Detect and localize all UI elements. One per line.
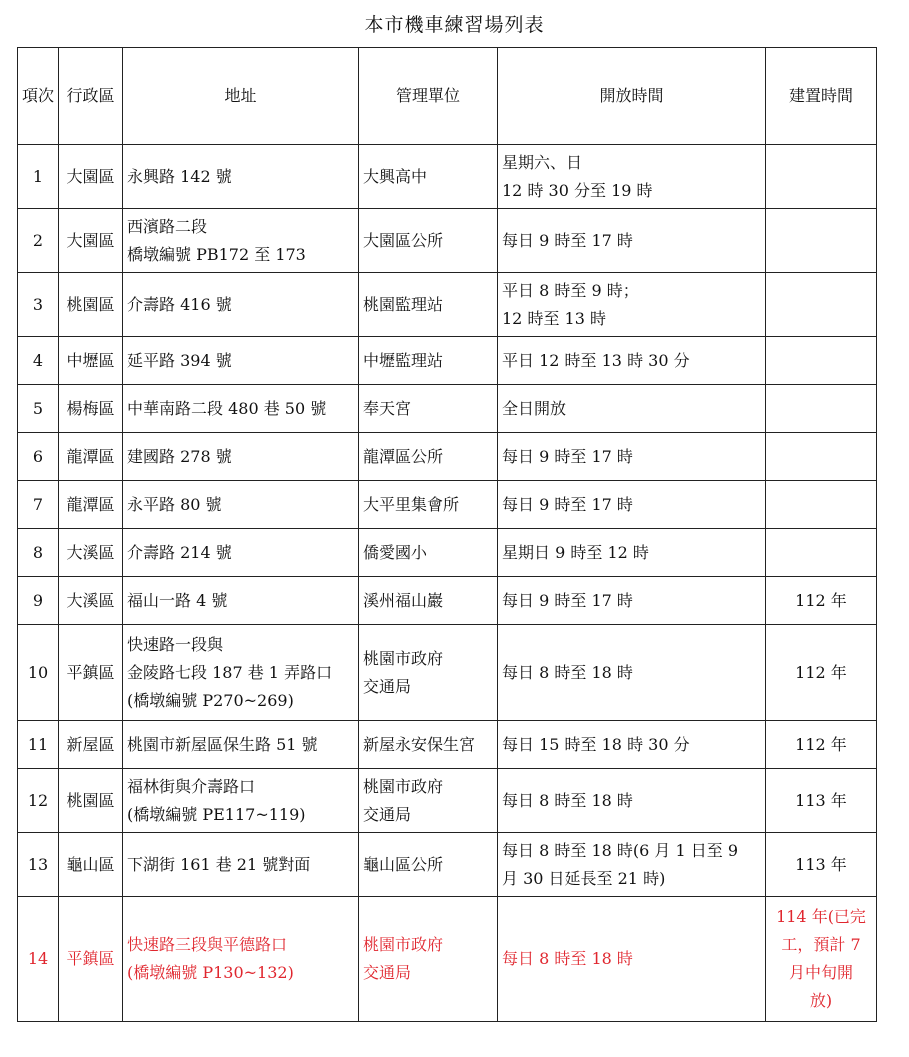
cell-built-line: 114 年(已完	[776, 907, 866, 926]
cell-hours-line: 12 時 30 分至 19 時	[502, 180, 653, 200]
cell-hours	[498, 625, 766, 721]
cell-hours-line: 全日開放	[502, 398, 567, 418]
cell-built-line: 113 年	[795, 854, 847, 874]
cell-hours-line: 月 30 日延長至 21 時)	[502, 868, 666, 888]
cell-unit-line: 交通局	[363, 963, 412, 982]
cell-unit	[359, 625, 498, 721]
cell-address	[123, 145, 359, 209]
cell-address	[123, 577, 359, 625]
cell-no: 11	[18, 721, 59, 769]
cell-unit-line: 奉天宮	[363, 398, 412, 418]
header-district: 行政區	[59, 48, 123, 145]
cell-hours-line: 每日 9 時至 17 時	[502, 590, 633, 610]
cell-unit	[359, 481, 498, 529]
cell-built	[766, 833, 877, 897]
cell-built-line: 113 年	[795, 790, 847, 810]
cell-unit	[359, 833, 498, 897]
cell-hours-line: 每日 8 時至 18 時(6 月 1 日至 9	[502, 840, 739, 860]
table-row	[18, 897, 877, 1022]
cell-built	[766, 337, 877, 385]
cell-built	[766, 481, 877, 529]
cell-address-line: 延平路 394 號	[127, 350, 232, 370]
cell-address-line: (橋墩編號 P270~269)	[127, 690, 294, 710]
header-hours: 開放時間	[498, 48, 766, 145]
cell-hours-line: 每日 8 時至 18 時	[502, 662, 633, 682]
cell-unit	[359, 273, 498, 337]
table-row	[18, 577, 877, 625]
cell-hours	[498, 769, 766, 833]
cell-hours-line: 每日 8 時至 18 時	[502, 790, 633, 810]
cell-address	[123, 769, 359, 833]
cell-address	[123, 273, 359, 337]
table-row	[18, 337, 877, 385]
cell-unit-line: 溪州福山巖	[363, 590, 444, 610]
cell-address-line: 西濱路二段	[127, 216, 208, 236]
cell-address-line: 橋墩編號 PB172 至 173	[127, 244, 306, 264]
cell-unit	[359, 145, 498, 209]
cell-address	[123, 385, 359, 433]
cell-built	[766, 577, 877, 625]
header-address: 地址	[123, 48, 359, 145]
cell-address-line: (橋墩編號 PE117~119)	[127, 804, 306, 824]
cell-built-line: 放)	[809, 991, 833, 1010]
cell-no: 5	[18, 385, 59, 433]
cell-unit-line: 大平里集會所	[363, 494, 460, 514]
cell-unit	[359, 769, 498, 833]
cell-address	[123, 625, 359, 721]
table-row	[18, 273, 877, 337]
cell-unit-line: 大園區公所	[363, 230, 444, 250]
cell-unit-line: 桃園市政府	[363, 776, 444, 796]
cell-no: 8	[18, 529, 59, 577]
cell-district: 桃園區	[59, 769, 123, 833]
cell-address	[123, 209, 359, 273]
header-no: 項次	[18, 48, 59, 145]
table-row	[18, 145, 877, 209]
cell-district: 中壢區	[59, 337, 123, 385]
cell-address-line: 介壽路 214 號	[127, 542, 232, 562]
cell-district: 龍潭區	[59, 481, 123, 529]
cell-address	[123, 833, 359, 897]
cell-address-line: 永興路 142 號	[127, 166, 232, 186]
cell-address	[123, 481, 359, 529]
cell-hours-line: 星期日 9 時至 12 時	[502, 542, 649, 562]
cell-district: 桃園區	[59, 273, 123, 337]
cell-hours	[498, 481, 766, 529]
cell-district: 龍潭區	[59, 433, 123, 481]
table-row	[18, 721, 877, 769]
cell-no: 14	[18, 897, 59, 1022]
cell-no: 10	[18, 625, 59, 721]
table-row	[18, 769, 877, 833]
cell-address	[123, 337, 359, 385]
cell-unit	[359, 385, 498, 433]
cell-unit-line: 桃園監理站	[363, 294, 444, 314]
cell-no: 4	[18, 337, 59, 385]
cell-address-line: 快速路三段與平德路口	[127, 935, 288, 954]
cell-unit-line: 龜山區公所	[363, 854, 444, 874]
cell-built	[766, 769, 877, 833]
cell-address-line: 永平路 80 號	[127, 494, 222, 514]
cell-unit	[359, 337, 498, 385]
cell-address-line: 金陵路七段 187 巷 1 弄路口	[127, 662, 333, 682]
cell-unit-line: 新屋永安保生宮	[363, 734, 476, 754]
cell-no: 12	[18, 769, 59, 833]
cell-hours	[498, 833, 766, 897]
cell-unit-line: 桃園市政府	[363, 648, 444, 668]
cell-no: 1	[18, 145, 59, 209]
cell-district: 大園區	[59, 209, 123, 273]
cell-hours	[498, 721, 766, 769]
cell-district: 平鎮區	[59, 897, 123, 1022]
practice-field-table	[17, 47, 877, 1022]
cell-hours	[498, 529, 766, 577]
cell-address-line: 桃園市新屋區保生路 51 號	[127, 734, 318, 754]
cell-unit-line: 龍潭區公所	[363, 446, 444, 466]
cell-built	[766, 529, 877, 577]
cell-unit-line: 大興高中	[363, 166, 428, 186]
cell-hours-line: 平日 8 時至 9 時；	[502, 280, 639, 300]
cell-unit	[359, 897, 498, 1022]
cell-hours-line: 每日 9 時至 17 時	[502, 230, 633, 250]
cell-hours-line: 每日 8 時至 18 時	[502, 949, 633, 968]
cell-hours	[498, 577, 766, 625]
cell-address-line: 下湖街 161 巷 21 號對面	[127, 854, 311, 874]
cell-no: 2	[18, 209, 59, 273]
cell-built-line: 工，預計 7	[781, 935, 861, 954]
cell-built-line: 月中旬開	[788, 963, 853, 982]
cell-unit-line: 交通局	[363, 676, 412, 696]
cell-address-line: 快速路一段與	[127, 634, 224, 654]
cell-unit	[359, 529, 498, 577]
header-built: 建置時間	[766, 48, 877, 145]
table-row	[18, 529, 877, 577]
cell-unit-line: 中壢監理站	[363, 350, 444, 370]
cell-hours-line: 每日 9 時至 17 時	[502, 446, 633, 466]
cell-built	[766, 721, 877, 769]
cell-built	[766, 209, 877, 273]
cell-built	[766, 385, 877, 433]
cell-hours	[498, 337, 766, 385]
cell-hours	[498, 385, 766, 433]
cell-unit-line: 桃園市政府	[363, 935, 444, 954]
cell-address-line: (橋墩編號 P130~132)	[127, 963, 294, 982]
table-row	[18, 433, 877, 481]
header-unit: 管理單位	[359, 48, 498, 145]
cell-built	[766, 625, 877, 721]
cell-hours	[498, 145, 766, 209]
cell-built	[766, 145, 877, 209]
cell-unit	[359, 209, 498, 273]
cell-hours-line: 12 時至 13 時	[502, 308, 606, 328]
table-row	[18, 209, 877, 273]
cell-address-line: 中華南路二段 480 巷 50 號	[127, 398, 327, 418]
cell-hours-line: 平日 12 時至 13 時 30 分	[502, 350, 690, 370]
cell-hours	[498, 433, 766, 481]
cell-unit-line: 交通局	[363, 804, 412, 824]
table-header-row	[18, 48, 877, 145]
cell-built-line: 112 年	[795, 734, 847, 754]
cell-district: 楊梅區	[59, 385, 123, 433]
cell-no: 7	[18, 481, 59, 529]
cell-district: 新屋區	[59, 721, 123, 769]
cell-address	[123, 897, 359, 1022]
cell-built-line: 112 年	[795, 662, 847, 682]
cell-built	[766, 433, 877, 481]
table-row	[18, 625, 877, 721]
cell-address-line: 建國路 278 號	[127, 446, 232, 466]
cell-address-line: 介壽路 416 號	[127, 294, 232, 314]
page-title: 本市機車練習場列表	[364, 14, 545, 36]
cell-hours	[498, 897, 766, 1022]
cell-unit	[359, 721, 498, 769]
table-row	[18, 481, 877, 529]
cell-no: 6	[18, 433, 59, 481]
cell-no: 3	[18, 273, 59, 337]
cell-address	[123, 433, 359, 481]
cell-address-line: 福林街與介壽路口	[127, 776, 256, 796]
cell-address-line: 福山一路 4 號	[127, 590, 228, 610]
cell-hours-line: 每日 9 時至 17 時	[502, 494, 633, 514]
cell-built-line: 112 年	[795, 590, 847, 610]
cell-unit-line: 僑愛國小	[363, 542, 428, 562]
cell-district: 大溪區	[59, 577, 123, 625]
cell-unit	[359, 433, 498, 481]
cell-hours-line: 星期六、日	[502, 152, 583, 172]
cell-hours	[498, 273, 766, 337]
cell-hours-line: 每日 15 時至 18 時 30 分	[502, 734, 690, 754]
cell-no: 9	[18, 577, 59, 625]
cell-address	[123, 529, 359, 577]
cell-district: 平鎮區	[59, 625, 123, 721]
cell-built	[766, 273, 877, 337]
cell-hours	[498, 209, 766, 273]
table-row	[18, 385, 877, 433]
cell-address	[123, 721, 359, 769]
table-row	[18, 833, 877, 897]
cell-built	[766, 897, 877, 1022]
cell-district: 大園區	[59, 145, 123, 209]
cell-no: 13	[18, 833, 59, 897]
cell-district: 大溪區	[59, 529, 123, 577]
cell-unit	[359, 577, 498, 625]
cell-district: 龜山區	[59, 833, 123, 897]
